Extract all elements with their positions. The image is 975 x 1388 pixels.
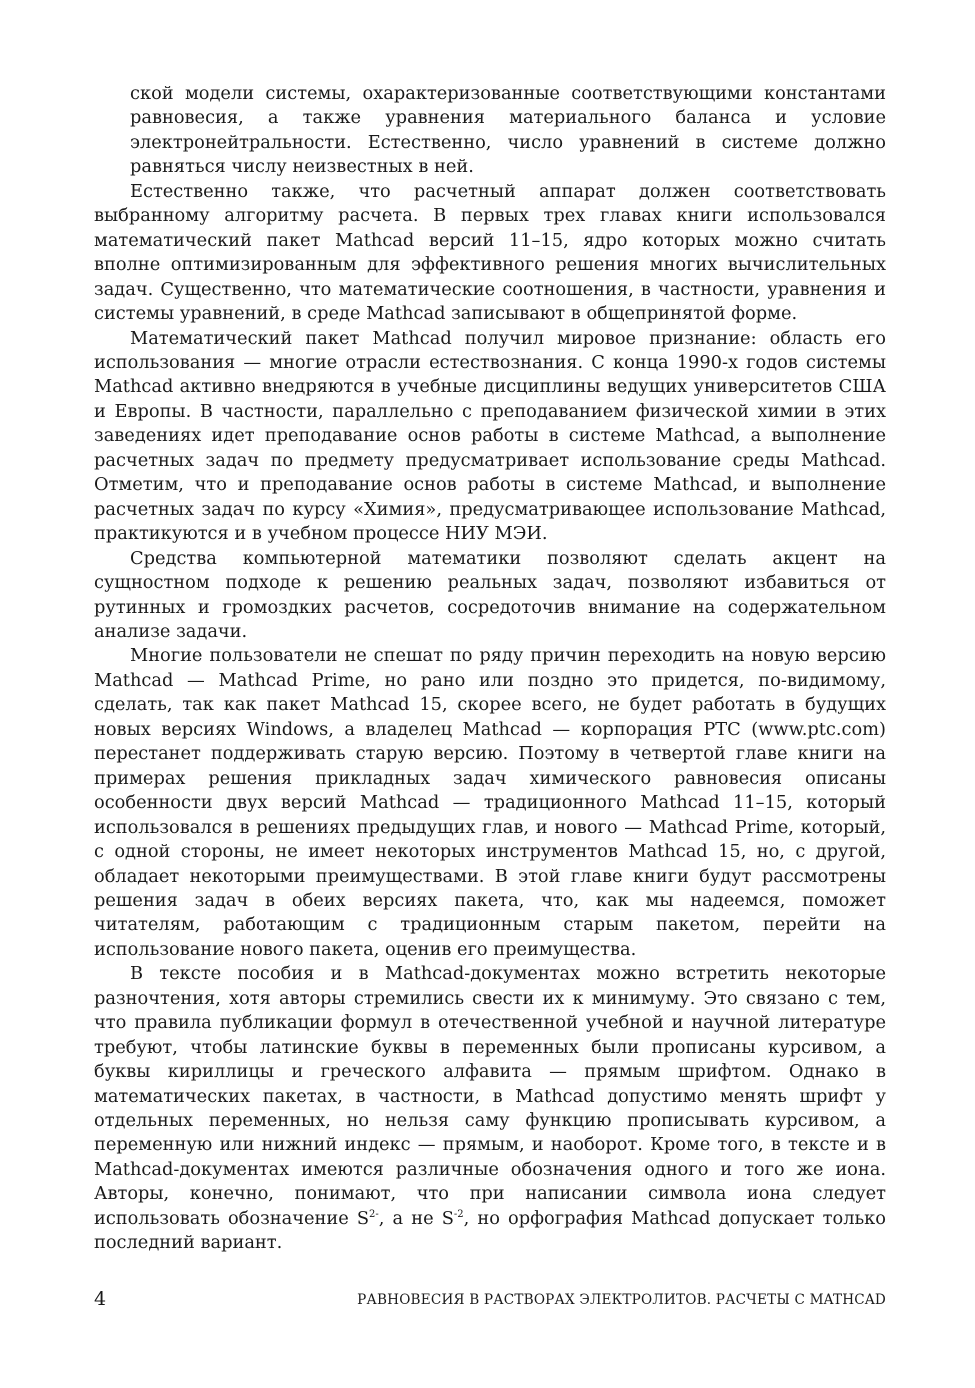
paragraph: Естественно также, что расчетный аппарат должен соответствовать выбранному алгоритму расчета. В первых трех главах книги использовался математический пакет Mathcad версий 11–15, ядро которых можно считать вполне оптимизированным для эффективного решения многих вычислительных задач. Существенно, что математические соотношения, в частности, уравнения и системы уравнений, в среде Mathcad записывают в общепринятой форме. xyxy=(94,180,886,325)
paragraph-text: , но орфография Mathcad допускает только последний вариант. xyxy=(94,1207,887,1254)
paragraph: Многие пользователи не спешат по ряду причин переходить на новую версию Mathcad — Mathcad Prime, но рано или поздно это придется, по-видимому, сделать, так как пакет Mathcad 15, скорее всего, не будет работать в будущих новых версиях Windows, а владелец Mathcad — корпорация PTC (www.ptc.com) перестанет поддерживать старую версию. Поэтому в четвертой главе книги на примерах решения прикладных задач химического равновесия описаны особенности двух версий Mathcad — традиционного Mathcad 11–15, который использовался в решениях предыдущих глав, и нового — Mathcad Prime, который, с одной стороны, не имеет некоторых инструментов Mathcad 15, но, с другой, обладает некоторыми преимуществами. В этой главе книги будут рассмотрены решения задач в обеих версиях пакета, что, как мы надеемся, поможет читателям, работающим с традиционным старым пакетом, перейти на использование нового пакета, оценив его преимущества. xyxy=(94,645,886,960)
paragraph: Математический пакет Mathcad получил мировое признание: область его использования — многие отрасли естествознания. С конца 1990-х годов системы Mathcad активно внедряются в учебные дисциплины ведущих университетов США и Европы. В частности, параллельно с преподаванием физической химии в этих заведениях идет преподавание основ работы в системе Mathcad, а выполнение расчетных задач по предмету предусматривает использование среды Mathcad. Отметим, что и преподавание основ работы в системе Mathcad, и выполнение расчетных задач по курсу «Химия», предусматривающее использование Mathcad, практикуются и в учебном процессе НИУ МЭИ. xyxy=(94,327,886,545)
paragraph-continued: ской модели системы, охарактеризованные соответствующими константами равновесия, а также уравнения материального баланса и условие электронейтральности. Естественно, число уравнений в системе должно равняться числу неизвестных в ней. xyxy=(130,83,886,178)
ion-symbol-correct: S xyxy=(356,1207,370,1229)
page-number: 4 xyxy=(94,1288,107,1310)
paragraph-text: В тексте пособия и в Mathcad-документах можно встретить некоторые разночтения, хотя авторы стремились свести их к минимуму. Это связано с тем, что правила публикации формул в отечественной учебной и научной литературе требуют, чтобы латинские буквы в переменных были прописаны курсивом, а буквы кириллицы и греческого алфавита — прямым шрифтом. Однако в математических пакетах, в частности, в Mathcad допустимо менять шрифт у отдельных переменных, но нельзя саму функцию прописывать курсивом, а переменную или нижний индекс — прямым, и наоборот. Кроме того, в тексте и в Mathcad-документах имеются различные обозначения одного и того же иона. Авторы, конечно, понимают, что при написании символа иона следует использовать обозначение xyxy=(94,963,886,1229)
running-title: РАВНОВЕСИЯ В РАСТВОРАХ ЭЛЕКТРОЛИТОВ. РАСЧЕТЫ С MATHCAD xyxy=(357,1292,886,1308)
ion-charge-superscript: 2- xyxy=(369,1208,379,1220)
ion-charge-superscript: -2 xyxy=(453,1208,464,1220)
paragraph-ion-notation xyxy=(94,962,886,1255)
paragraph: Средства компьютерной математики позволяют сделать акцент на сущностном подходе к решению реальных задач, позволяют избавиться от рутинных и громоздких расчетов, сосредоточив внимание на содержательном анализе задачи. xyxy=(94,547,886,642)
ion-symbol-mathcad: S xyxy=(441,1207,454,1229)
page-body xyxy=(94,82,886,1256)
paragraph-text: , а не xyxy=(378,1207,442,1229)
